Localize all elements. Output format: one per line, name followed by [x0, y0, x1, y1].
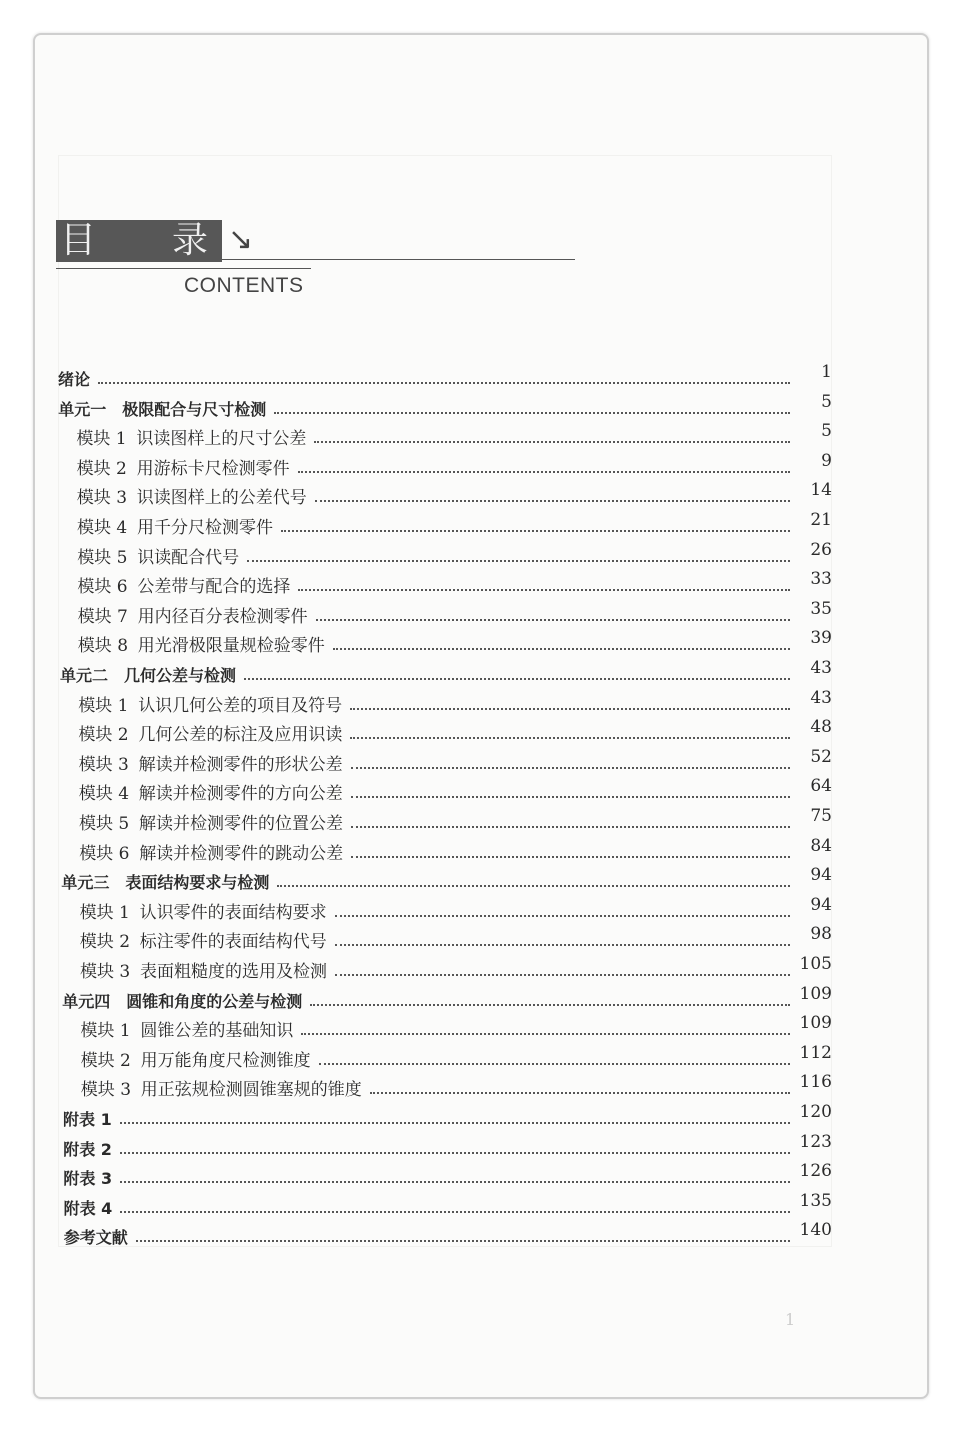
entry-title: 认识几何公差的项目及符号 [138, 695, 343, 716]
module-number: 模块 2 [80, 1050, 131, 1071]
subtitle-rule [56, 268, 311, 269]
entry-page-number: 109 [799, 1013, 832, 1034]
dot-leader [310, 1004, 790, 1006]
module-number: 模块 2 [78, 725, 129, 746]
arrow-icon: ↘ [228, 222, 254, 257]
entry-page-number: 43 [810, 687, 832, 708]
dot-leader [247, 560, 790, 562]
entry-title: 用万能角度尺检测锥度 [140, 1050, 311, 1071]
entry-title: 附表 1 [63, 1110, 112, 1129]
dot-leader [316, 619, 790, 621]
entry-title: 附表 2 [63, 1139, 112, 1159]
dot-leader [277, 885, 790, 887]
title-char-1: 目 [60, 220, 97, 261]
toc-entry[interactable] [78, 687, 832, 716]
module-number: 模块 4 [77, 518, 128, 538]
module-number: 模块 1 [79, 902, 130, 923]
entry-page-number: 21 [810, 510, 832, 530]
page-number: 1 [785, 1310, 796, 1329]
module-number: 模块 5 [79, 814, 130, 834]
dot-leader [333, 648, 790, 650]
dot-leader [298, 589, 790, 591]
entry-page-number: 9 [821, 450, 832, 471]
module-number: 模块 1 [78, 695, 129, 716]
dot-leader [120, 1152, 790, 1154]
module-number: 模块 5 [77, 547, 128, 568]
dot-leader [315, 500, 790, 502]
toc-entry[interactable] [77, 482, 832, 508]
toc-entry[interactable] [76, 423, 832, 449]
entry-title: 识读图样上的公差代号 [136, 488, 307, 509]
entry-title: 用游标卡尺检测零件 [136, 458, 290, 479]
toc-entry[interactable] [62, 983, 832, 1012]
toc-entry[interactable] [58, 364, 832, 390]
entry-page-number: 5 [821, 421, 832, 442]
dot-leader [244, 678, 790, 680]
toc-entry[interactable] [80, 956, 832, 982]
entry-page-number: 26 [810, 539, 832, 560]
entry-title: 用内径百分表检测零件 [137, 606, 308, 627]
subtitle: CONTENTS [184, 274, 304, 297]
module-number: 模块 3 [78, 754, 129, 775]
entry-page-number: 105 [799, 954, 832, 974]
module-number: 模块 6 [79, 843, 130, 864]
toc-entry[interactable] [63, 1104, 832, 1130]
entry-title: 圆锥公差的基础知识 [140, 1021, 294, 1042]
toc-entry[interactable] [77, 571, 832, 597]
entry-title: 附表 3 [63, 1169, 113, 1189]
dot-leader [136, 1240, 790, 1242]
entry-page-number: 116 [799, 1072, 832, 1093]
module-number: 模块 3 [80, 962, 131, 982]
entry-title: 绪论 [58, 370, 91, 389]
module-number: 模块 2 [76, 458, 127, 479]
module-number: 模块 8 [77, 636, 129, 657]
dot-leader [350, 737, 790, 739]
entry-page-number: 33 [810, 569, 832, 590]
toc-entry[interactable] [58, 391, 832, 420]
entry-title: 用光滑极限量规检验零件 [137, 636, 325, 657]
toc-entry[interactable] [81, 1074, 832, 1100]
title-char-2: 录 [172, 220, 209, 261]
toc-entry[interactable] [61, 867, 832, 893]
toc-entry[interactable] [64, 1222, 832, 1248]
entry-title: 用正弦规检测圆锥塞规的锥度 [140, 1080, 362, 1101]
entry-page-number: 94 [810, 894, 832, 915]
module-number: 模块 1 [80, 1021, 131, 1042]
toc-entry[interactable] [63, 1190, 832, 1219]
entry-title: 解读并检测零件的位置公差 [139, 814, 343, 834]
toc-entry[interactable] [79, 894, 832, 923]
toc-entry[interactable] [77, 512, 832, 538]
entry-title: 单元四 圆锥和角度的公差与检测 [62, 991, 303, 1011]
entry-title: 解读并检测零件的方向公差 [138, 784, 343, 805]
entry-title: 用千分尺检测零件 [137, 518, 273, 538]
toc-entry[interactable] [80, 1042, 832, 1071]
dot-leader [120, 1122, 790, 1124]
dot-leader [298, 471, 790, 473]
dot-leader [351, 796, 790, 798]
entry-title: 单元二 几何公差与检测 [60, 666, 237, 685]
entry-page-number: 14 [810, 480, 832, 501]
entry-page-number: 109 [799, 983, 832, 1004]
entry-title: 表面粗糙度的选用及检测 [140, 962, 327, 982]
dot-leader [120, 1211, 790, 1213]
dot-leader [274, 412, 790, 414]
entry-page-number: 123 [799, 1131, 832, 1152]
toc-entry[interactable] [76, 450, 832, 479]
entry-page-number: 98 [810, 924, 832, 945]
dot-leader [281, 530, 790, 532]
dot-leader [351, 826, 790, 828]
entry-page-number: 84 [810, 835, 832, 856]
title-rule [222, 259, 575, 260]
dot-leader [98, 382, 790, 384]
dot-leader [314, 441, 790, 443]
entry-page-number: 135 [799, 1190, 832, 1211]
entry-page-number: 43 [810, 658, 832, 678]
toc-entry[interactable] [79, 835, 832, 864]
entry-page-number: 126 [799, 1161, 832, 1182]
dot-leader [351, 767, 790, 769]
dot-leader [120, 1181, 790, 1183]
module-number: 模块 3 [76, 488, 128, 509]
entry-page-number: 94 [810, 865, 832, 886]
dot-leader [370, 1092, 790, 1094]
entry-page-number: 64 [810, 776, 832, 797]
entry-title: 几何公差的标注及应用识读 [138, 725, 343, 746]
entry-title: 单元一 极限配合与尺寸检测 [58, 399, 267, 419]
entry-title: 公差带与配合的选择 [137, 577, 291, 598]
dot-leader [350, 708, 790, 710]
toc-entry[interactable] [80, 1015, 832, 1041]
toc-entry[interactable] [79, 808, 832, 834]
entry-title: 识读图样上的尺寸公差 [136, 429, 307, 450]
dot-leader [335, 944, 790, 946]
toc-entry[interactable] [63, 1163, 832, 1189]
entry-page-number: 35 [810, 598, 832, 619]
module-number: 模块 3 [80, 1080, 132, 1101]
module-number: 模块 6 [77, 577, 128, 598]
entry-page-number: 140 [799, 1220, 832, 1241]
entry-title: 解读并检测零件的跳动公差 [139, 843, 344, 864]
dot-leader [335, 915, 790, 917]
toc-entry[interactable] [78, 630, 832, 656]
entry-page-number: 112 [799, 1042, 832, 1063]
dot-leader [301, 1033, 790, 1035]
module-number: 模块 2 [79, 932, 131, 953]
module-number: 模块 1 [76, 429, 127, 450]
entry-title: 参考文献 [63, 1228, 128, 1248]
entry-title: 识读配合代号 [137, 547, 240, 568]
toc-entry[interactable] [77, 539, 832, 568]
entry-page-number: 39 [810, 628, 832, 649]
dot-leader [335, 974, 790, 976]
toc-entry[interactable] [79, 778, 832, 804]
toc-entry[interactable] [80, 926, 832, 952]
entry-title: 标注零件的表面结构代号 [139, 932, 327, 953]
entry-title: 认识零件的表面结构要求 [139, 902, 327, 923]
entry-title: 解读并检测零件的形状公差 [138, 754, 343, 775]
module-number: 模块 7 [77, 606, 128, 627]
toc-entry[interactable] [63, 1131, 832, 1160]
toc-entry[interactable] [60, 660, 832, 686]
entry-page-number: 52 [810, 746, 832, 767]
entry-page-number: 48 [810, 717, 832, 738]
module-number: 模块 4 [78, 784, 130, 805]
dot-leader [319, 1063, 790, 1065]
toc-entry[interactable] [78, 719, 832, 745]
entry-title: 附表 4 [63, 1198, 113, 1218]
entry-page-number: 5 [821, 391, 832, 412]
toc-entry[interactable] [78, 746, 832, 775]
entry-page-number: 1 [821, 362, 832, 382]
entry-title: 单元三 表面结构要求与检测 [61, 873, 270, 893]
entry-page-number: 120 [799, 1102, 832, 1122]
dot-leader [351, 856, 790, 858]
entry-page-number: 75 [810, 806, 832, 826]
toc-entry[interactable] [77, 598, 832, 627]
